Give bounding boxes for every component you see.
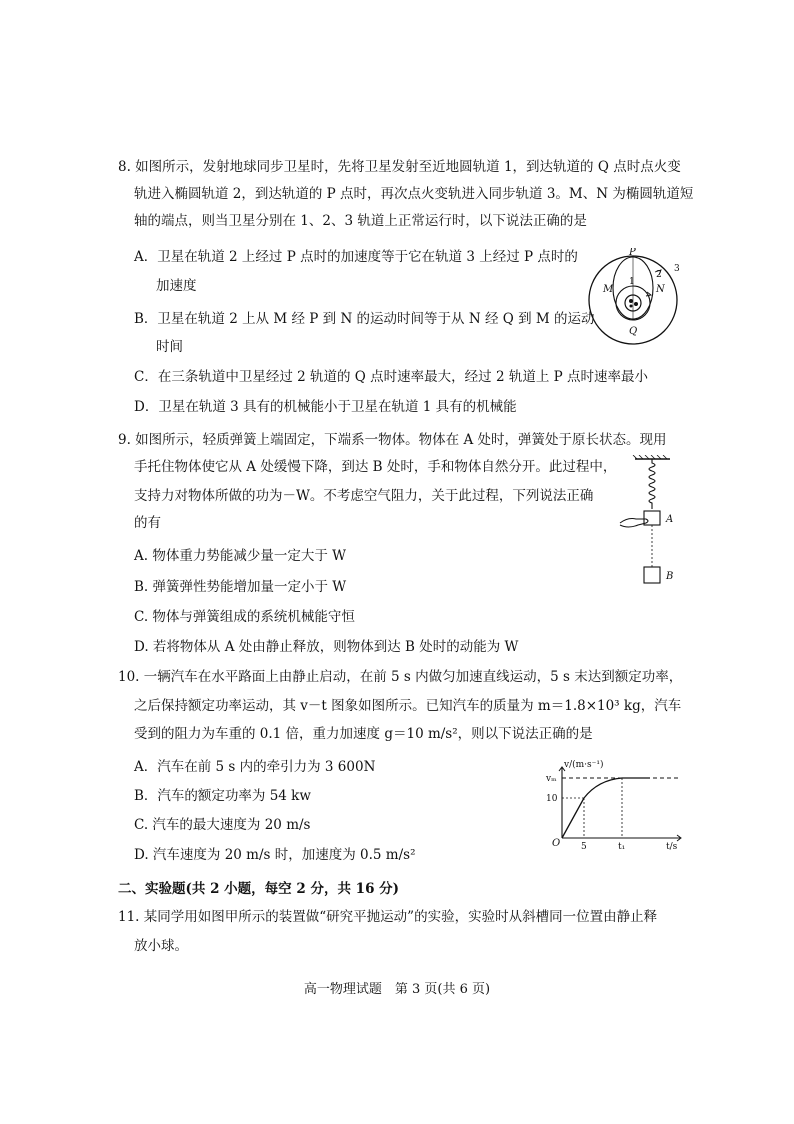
q10-stem-line-1: 10. 一辆汽车在水平路面上由静止启动，在前 5 s 内做匀加速直线运动，5 s 末达到额定功率， bbox=[118, 669, 683, 685]
q11-stem-line-1: 11. 某同学用如图甲所示的装置做“研究平抛运动”的实验，实验时从斜槽同一位置由静止释 bbox=[118, 909, 658, 925]
q8-option-b: B．卫星在轨道 2 上从 M 经 P 到 N 的运动时间等于从 N 经 Q 到 M 的运动 bbox=[134, 311, 595, 327]
label-five: 5 bbox=[581, 842, 587, 852]
label-t1: t₁ bbox=[618, 842, 626, 852]
page-footer: 高一物理试题 第 3 页(共 6 页) bbox=[303, 982, 491, 997]
q8-stem-line-1: 8. 如图所示，发射地球同步卫星时，先将卫星发射至近地圆轨道 1，到达轨道的 Q 点时点火变 bbox=[118, 159, 681, 175]
q10-option-a: A．汽车在前 5 s 内的牵引力为 3 600N bbox=[134, 759, 376, 775]
q8-stem-line-3: 轴的端点，则当卫星分别在 1、2、3 轨道上正常运行时，以下说法正确的是 bbox=[134, 213, 587, 229]
label-orbit-2: 2 bbox=[656, 270, 662, 280]
q9-stem-line-1: 9. 如图所示，轻质弹簧上端固定，下端系一物体。物体在 A 处时，弹簧处于原长状态。现用 bbox=[118, 432, 667, 448]
q8-option-a-cont: 加速度 bbox=[156, 278, 197, 294]
label-a: A bbox=[666, 514, 674, 525]
label-v-axis: v/(m·s⁻¹) bbox=[564, 760, 604, 770]
label-ten: 10 bbox=[546, 794, 558, 804]
q9-stem-line-2: 手托住物体使它从 A 处缓慢下降，到达 B 处时，手和物体自然分开。此过程中， bbox=[134, 459, 617, 475]
q8-option-a: A．卫星在轨道 2 上经过 P 点时的加速度等于它在轨道 3 上经过 P 点时的 bbox=[134, 249, 578, 265]
section-2-heading: 二、实验题(共 2 小题，每空 2 分，共 16 分) bbox=[118, 881, 400, 897]
q9-option-a: A. 物体重力势能减少量一定大于 W bbox=[134, 548, 346, 564]
label-n: N bbox=[656, 284, 665, 295]
label-origin: O bbox=[552, 838, 561, 849]
label-orbit-1: 1 bbox=[629, 277, 635, 287]
q10-option-b: B．汽车的额定功率为 54 kw bbox=[134, 788, 311, 804]
label-b: B bbox=[666, 571, 674, 582]
q9-stem-line-4: 的有 bbox=[134, 515, 161, 531]
q8-option-b-cont: 时间 bbox=[156, 339, 183, 355]
label-vm: vₘ bbox=[546, 774, 557, 784]
label-p: P bbox=[629, 248, 636, 258]
label-q: Q bbox=[629, 326, 638, 337]
block-at-b bbox=[644, 567, 660, 583]
label-m: M bbox=[603, 284, 614, 295]
q10-option-c: C. 汽车的最大速度为 20 m/s bbox=[134, 817, 311, 833]
accel-segment bbox=[562, 798, 584, 838]
q9-option-b: B. 弹簧弹性势能增加量一定小于 W bbox=[134, 579, 347, 595]
q11-stem-line-2: 放小球。 bbox=[134, 938, 188, 954]
q9-stem-line-3: 支持力对物体所做的功为－W。不考虑空气阻力，关于此过程，下列说法正确 bbox=[134, 488, 594, 504]
spring-icon bbox=[649, 459, 655, 509]
spring-figure bbox=[615, 455, 690, 595]
q10-stem-line-3: 受到的阻力为车重的 0.1 倍，重力加速度 g＝10 m/s²，则以下说法正确的是 bbox=[134, 726, 593, 742]
q9-option-d: D. 若将物体从 A 处由静止释放，则物体到达 B 处时的动能为 W bbox=[134, 639, 519, 655]
q10-stem-line-2: 之后保持额定功率运动，其 v－t 图象如图所示。已知汽车的质量为 m＝1.8×10³ kg，汽车 bbox=[134, 698, 682, 714]
vt-graph bbox=[540, 760, 690, 852]
label-orbit-3: 3 bbox=[674, 264, 680, 274]
power-curve bbox=[584, 778, 650, 798]
orbit-figure bbox=[585, 248, 690, 348]
label-t-axis: t/s bbox=[666, 842, 678, 852]
q10-option-d: D. 汽车速度为 20 m/s 时，加速度为 0.5 m/s² bbox=[134, 847, 416, 863]
q8-stem-line-2: 轨进入椭圆轨道 2，到达轨道的 P 点时，再次点火变轨进入同步轨道 3。M、N 为椭圆轨道短 bbox=[134, 186, 694, 202]
q8-option-d: D．卫星在轨道 3 具有的机械能小于卫星在轨道 1 具有的机械能 bbox=[134, 399, 517, 415]
q9-option-c: C. 物体与弹簧组成的系统机械能守恒 bbox=[134, 609, 355, 625]
q8-option-c: C．在三条轨道中卫星经过 2 轨道的 Q 点时速率最大，经过 2 轨道上 P 点时速率最小 bbox=[134, 369, 648, 385]
